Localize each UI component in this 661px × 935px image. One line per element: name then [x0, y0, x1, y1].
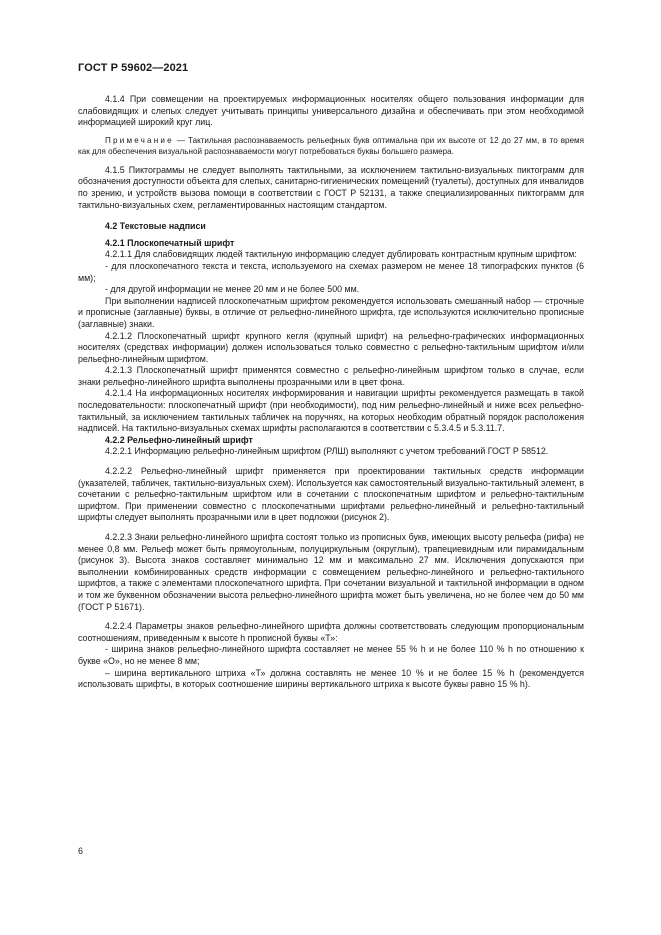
list-item: - ширина знаков рельефно-линейного шрифта составляет не менее 55 % h и не более 110 % h по отношению к букве «О», но не менее 8 мм;	[78, 644, 584, 666]
document-body	[78, 94, 584, 691]
list-item: - для другой информации не менее 20 мм и не более 500 мм.	[105, 284, 360, 295]
paragraph-4-1-4: 4.1.4 При совмещении на проектируемых информационных носителях общего пользования информации для слабовидящих и слепых следует учитывать принципы универсального дизайна и обеспечивать при этом необходимой информацией широкий круг лиц.	[78, 94, 584, 128]
paragraph-4-1-5: 4.1.5 Пиктограммы не следует выполнять тактильными, за исключением тактильно-визуальных пиктограмм для обозначения доступности объекта для слепых, санитарно-гигиенических помещений (туалеты), доступных для инвалидов по зрению, и устройств вызова помощи в соответствии с ГОСТ Р 52131, а также специализированных пиктограмм для тактильно-визуальных схем, регламентированных настоящим стандартом.	[78, 164, 584, 210]
note-text: — Тактильная распознаваемость рельефных букв оптимальна при их высоте от 12 до 27 мм, в то время как для обеспечения визуальной распознаваемости могут потребоваться буквы большего размера.	[78, 135, 584, 156]
paragraph-flat-mix: При выполнении надписей плоскопечатным шрифтом рекомендуется использовать смешанный набор — строчные и прописные (заглавные) буквы, в отличие от рельефно-линейного шрифта, где используются исключительно прописные (заглавные) знаки.	[78, 295, 584, 329]
paragraph-4-2-2-2: 4.2.2.2 Рельефно-линейный шрифт применяется при проектировании тактильных средств информации (указателей, табличек, тактильно-визуальных схем). Используется как самостоятельный визуально-тактильный элемент, в сочетании с рельефно-тактильным шрифтом или в сочетании с плоскопечатным шрифтом и рельефно-тактильным шрифтом. При применении совместно с плоскопечатными шрифтами рельефно-линейный и рельефно-тактильный шрифты следует выполнять прозрачными или в цвет подложки (рисунок 2).	[78, 466, 584, 523]
document-header: ГОСТ Р 59602—2021	[78, 62, 189, 74]
paragraph-4-2-1-1: 4.2.1.1 Для слабовидящих людей тактильную информацию следует дублировать контрастным крупным шрифтом:	[105, 249, 577, 260]
heading-4-2: 4.2 Текстовые надписи	[105, 221, 206, 232]
paragraph-4-2-2-3: 4.2.2.3 Знаки рельефно-линейного шрифта состоят только из прописных букв, имеющих высоту рельефа (рифа) не менее 0,8 мм. Рельеф может быть прямоугольным, полуциркульным (округлым), трапециевидным или пирамидальным (рисунок 3). Высота знаков составляет минимально 12 мм и максимально 27 мм. Исключения допускаются при выполнении комбинированных средств информации с совмещением рельефно-линейного и рельефно-тактильного шрифтов, а также с элементами плоскопечатного шрифта. При сочетании визуальной и тактильной информации в одном и том же буквенном обозначении высота рельефно-линейного шрифта может быть увеличена, но не более чем до 50 мм (ГОСТ Р 51671).	[78, 532, 584, 612]
paragraph-4-2-1-4: 4.2.1.4 На информационных носителях информирования и навигации шрифты рекомендуется размещать в такой последовательности: плоскопечатный шрифт (при необходимости), под ним рельефно-линейный и ниже всех рельефно-тактильный, за исключением тактильных табличек на поручнях, на которых необходим обратный порядок расположения надписей. На тактильно-визуальных схемах шрифты располагаются в соответствии с 5.3.4.5 и 5.3.11.7.	[78, 388, 584, 434]
heading-4-2-1: 4.2.1 Плоскопечатный шрифт	[105, 237, 235, 248]
paragraph-4-2-2-4: 4.2.2.4 Параметры знаков рельефно-линейного шрифта должны соответствовать следующим пропорциональным соотношениям, приведенным к высоте h прописной буквы «Т»:	[78, 621, 584, 643]
note	[78, 135, 584, 157]
list-item: - для плоскопечатного текста и текста, используемого на схемах размером не менее 18 типографских пунктов (6 мм);	[78, 260, 584, 283]
heading-4-2-2: 4.2.2 Рельефно-линейный шрифт	[105, 434, 253, 445]
note-label: Примечание	[105, 135, 174, 145]
paragraph-4-2-1-3: 4.2.1.3 Плоскопечатный шрифт применятся совместно с рельефно-линейным шрифтом только в случае, если знаки рельефно-линейного шрифта выполнены прозрачными или в цвет фона.	[78, 365, 584, 387]
paragraph-4-2-1-2: 4.2.1.2 Плоскопечатный шрифт крупного кегля (крупный шрифт) на рельефно-графических информационных носителях (средствах информации) должен использоваться только совместно с рельефно-тактильным шрифтом и/или рельефно-линейным шрифтом.	[78, 330, 584, 364]
list-item: – ширина вертикального штриха «Т» должна составлять не менее 10 % и не более 15 % h (рекомендуется использовать шрифты, в которых соотношение ширины вертикального штриха к высоте буквы равно 15 % h).	[78, 667, 584, 690]
page-number: 6	[78, 846, 84, 856]
paragraph-4-2-2-1: 4.2.2.1 Информацию рельефно-линейным шрифтом (РЛШ) выполняют с учетом требований ГОСТ Р 58512.	[105, 446, 549, 457]
